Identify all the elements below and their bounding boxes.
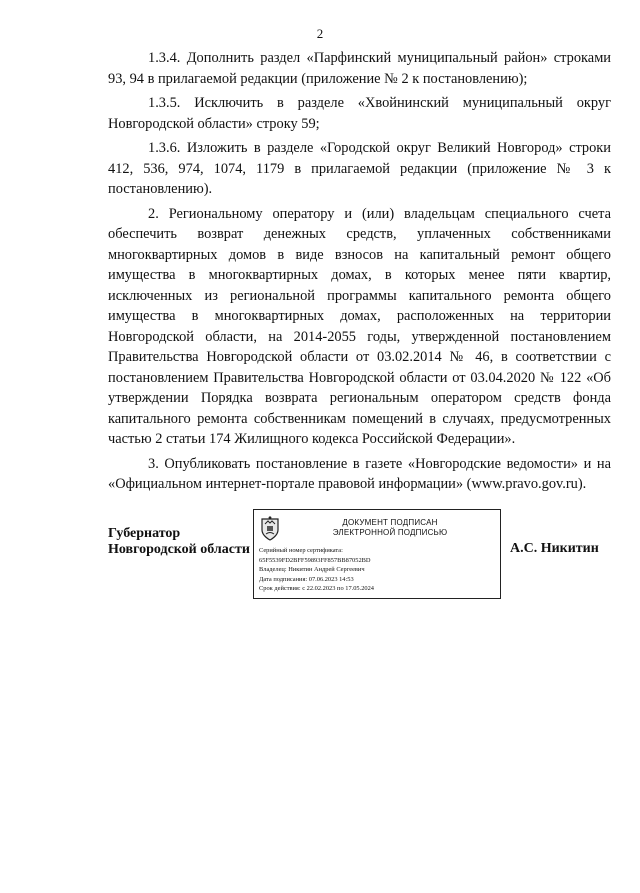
stamp-validity: Срок действия: с 22.02.2023 по 17.05.2024 xyxy=(259,585,375,593)
stamp-details xyxy=(259,546,497,594)
stamp-signed-date: Дата подписания: 07.06.2023 14:53 xyxy=(259,575,354,583)
signatory-title xyxy=(108,526,250,558)
stamp-cert-number: 65F5539FD2BFF59893FF857BB87052BD xyxy=(259,556,371,564)
signatory-title-line1: Губернатор xyxy=(108,526,181,541)
paragraph-1-3-6: 1.3.6. Изложить в разделе «Городской округ Великий Новгород» строки 412, 536, 974, 1074, 1179 в прилагаемой редакции (приложение № 3 к постановлению). xyxy=(108,140,611,197)
stamp-cert-label: Серийный номер сертификата: xyxy=(259,547,343,554)
paragraph-1-3-5: 1.3.5. Исключить в разделе «Хвойнинский муниципальный округ Новгородской области» строку 59; xyxy=(108,95,611,132)
document-body xyxy=(108,48,611,495)
stamp-heading-line1: ДОКУМЕНТ ПОДПИСАН xyxy=(342,518,438,527)
paragraph-1-3-4: 1.3.4. Дополнить раздел «Парфинский муниципальный район» строками 93, 94 в прилагаемой редакции (приложение № 2 к постановлению); xyxy=(108,50,611,87)
stamp-owner: Владелец: Никитин Андрей Сергеевич xyxy=(259,566,365,574)
coat-of-arms-icon xyxy=(260,516,280,542)
stamp-heading-line2: ЭЛЕКТРОННОЙ ПОДПИСЬЮ xyxy=(332,528,448,537)
signatory-title-line2: Новгородской области xyxy=(108,542,250,557)
electronic-signature-stamp xyxy=(253,509,501,599)
paragraph-3: 3. Опубликовать постановление в газете «Новгородские ведомости» и на «Официальном интернет-портале правовой информации» (www.pravo.gov.ru). xyxy=(108,455,611,492)
stamp-heading xyxy=(290,518,490,538)
page-number: 2 xyxy=(316,26,324,41)
signatory-name: А.С. Никитин xyxy=(510,541,599,556)
paragraph-2: 2. Региональному оператору и (или) владельцам специального счета обеспечить возврат денежных средств, уплаченных собственниками многоквартирных домов в виде взносов на капитальный ремонт общего имущества в многоквартирных домах, в которых менее пяти квартир, исключенных из региональной программы капитального ремонта общего имущества в многоквартирных домах, расположенных на территории Новгородской области, на 2014-2055 годы, утвержденной постановлением Правительства Новгородской области от 03.02.2014 № 46, в соответствии с постановлением Правительства Новгородской области от 03.04.2020 № 122 «Об утверждении Порядка возврата региональным оператором средств фонда капитального ремонта собственникам помещений в случаях, предусмотренных частью 2 статьи 174 Жилищного кодекса Российской Федерации». xyxy=(108,205,611,447)
